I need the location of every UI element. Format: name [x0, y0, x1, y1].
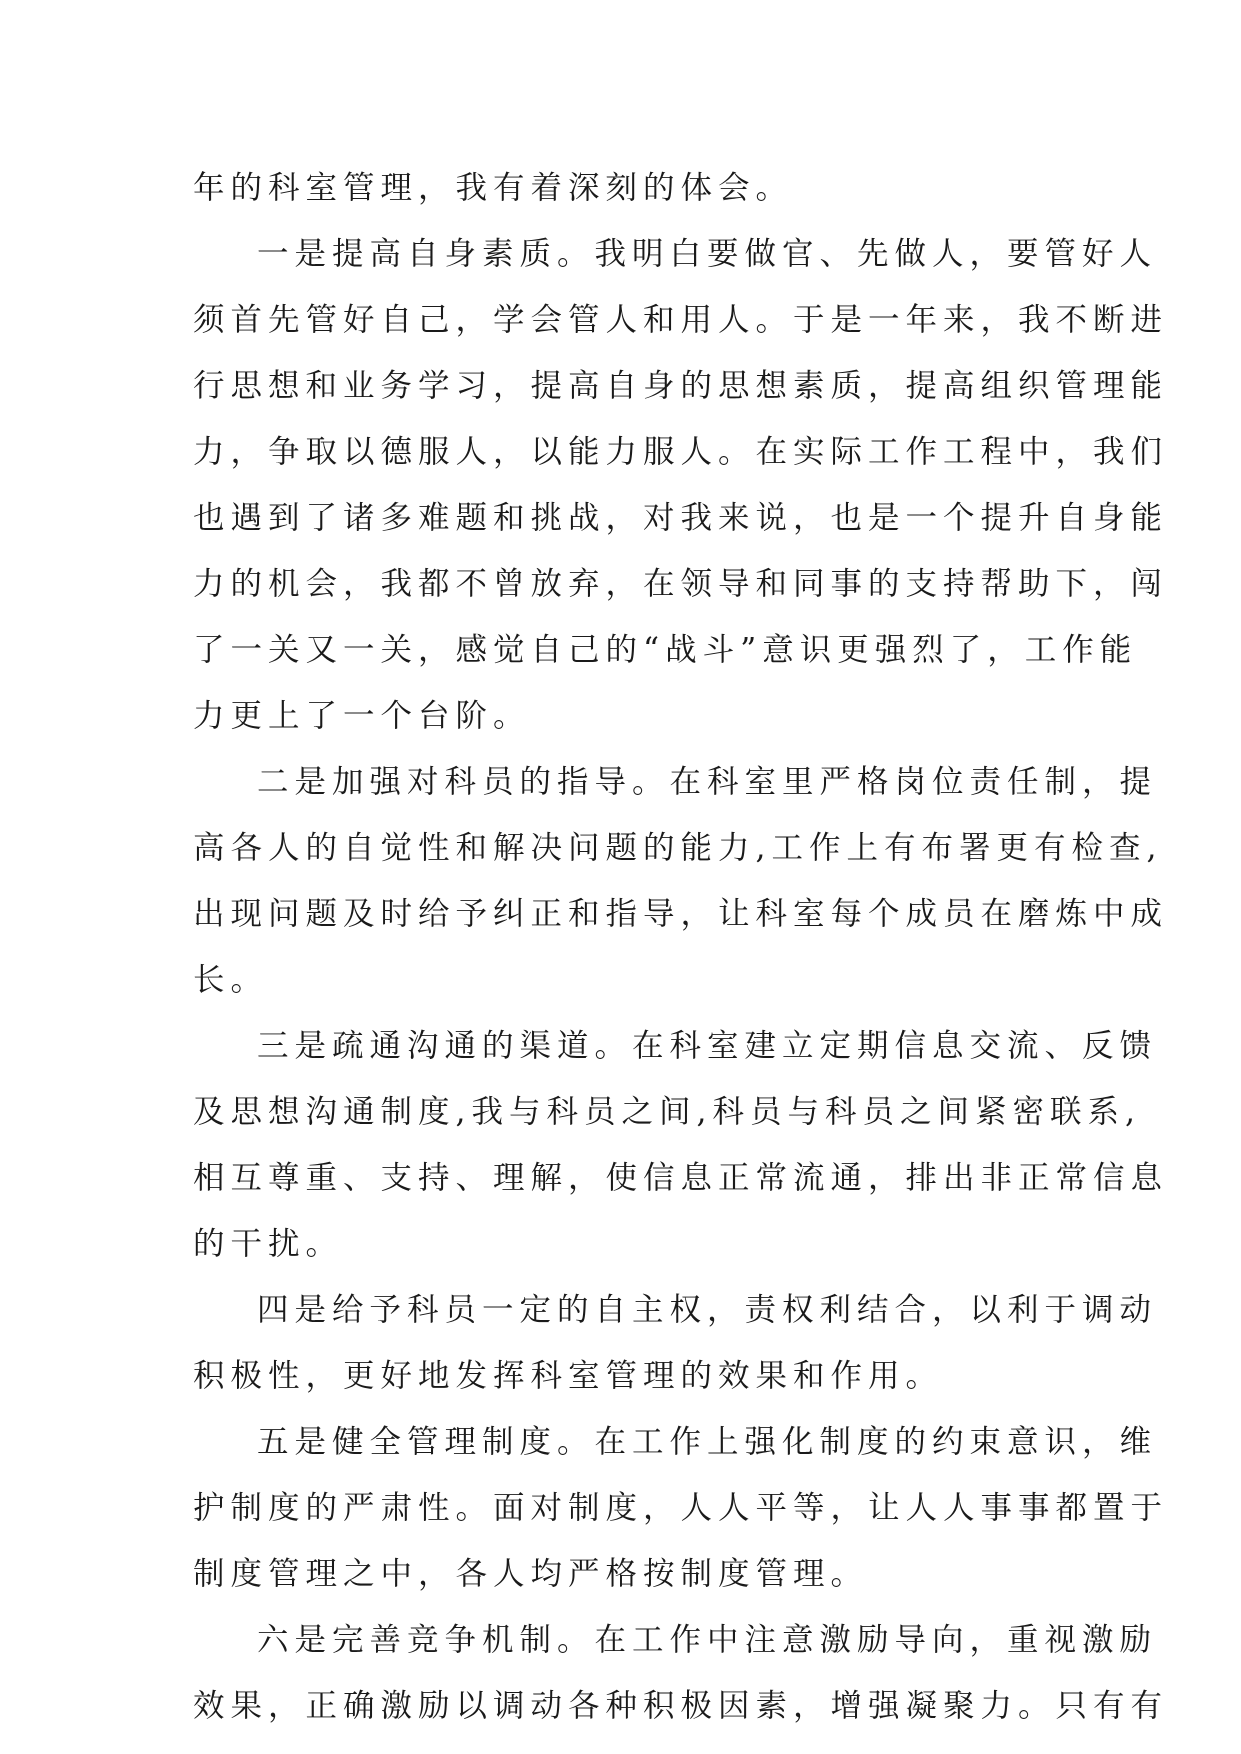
text-line: 及思想沟通制度,我与科员之间,科员与科员之间紧密联系,: [193, 1094, 1142, 1130]
text-line: 了一关又一关，感觉自己的“战斗”意识更强烈了，工作能: [193, 632, 1138, 668]
text-line: 力的机会，我都不曾放弃，在领导和同事的支持帮助下，闯: [193, 566, 1169, 602]
text-line: 制度管理之中，各人均严格按制度管理。: [193, 1556, 869, 1592]
text-line: 也遇到了诸多难题和挑战，对我来说，也是一个提升自身能: [193, 500, 1169, 536]
text-line: 的干扰。: [193, 1226, 344, 1262]
text-line: 高各人的自觉性和解决问题的能力,工作上有布署更有检查,: [193, 830, 1163, 866]
text-line: 相互尊重、支持、理解，使信息正常流通，排出非正常信息: [193, 1160, 1169, 1196]
text-line: 力更上了一个台阶。: [193, 698, 531, 734]
text-line: 行思想和业务学习，提高自身的思想素质，提高组织管理能: [193, 368, 1169, 404]
text-line: 护制度的严肃性。面对制度，人人平等，让人人事事都置于: [193, 1490, 1169, 1526]
text-line: 五是健全管理制度。在工作上强化制度的约束意识，维: [257, 1424, 1158, 1460]
text-line: 二是加强对科员的指导。在科室里严格岗位责任制，提: [257, 764, 1158, 800]
text-line: 须首先管好自己，学会管人和用人。于是一年来，我不断进: [193, 302, 1169, 338]
text-line: 三是疏通沟通的渠道。在科室建立定期信息交流、反馈: [257, 1028, 1158, 1064]
text-line: 长。: [193, 962, 269, 998]
text-line: 效果，正确激励以调动各种积极因素，增强凝聚力。只有有: [193, 1688, 1169, 1724]
text-line: 力，争取以德服人，以能力服人。在实际工作工程中，我们: [193, 434, 1169, 470]
text-line: 出现问题及时给予纠正和指导，让科室每个成员在磨炼中成: [193, 896, 1169, 932]
body-text: [193, 155, 1169, 1739]
text-line: 六是完善竞争机制。在工作中注意激励导向，重视激励: [257, 1622, 1158, 1658]
text-line: 一是提高自身素质。我明白要做官、先做人，要管好人: [257, 236, 1158, 272]
text-line: 年的科室管理，我有着深刻的体会。: [193, 170, 794, 206]
text-line: 积极性，更好地发挥科室管理的效果和作用。: [193, 1358, 944, 1394]
text-line: 四是给予科员一定的自主权，责权利结合，以利于调动: [257, 1292, 1158, 1328]
